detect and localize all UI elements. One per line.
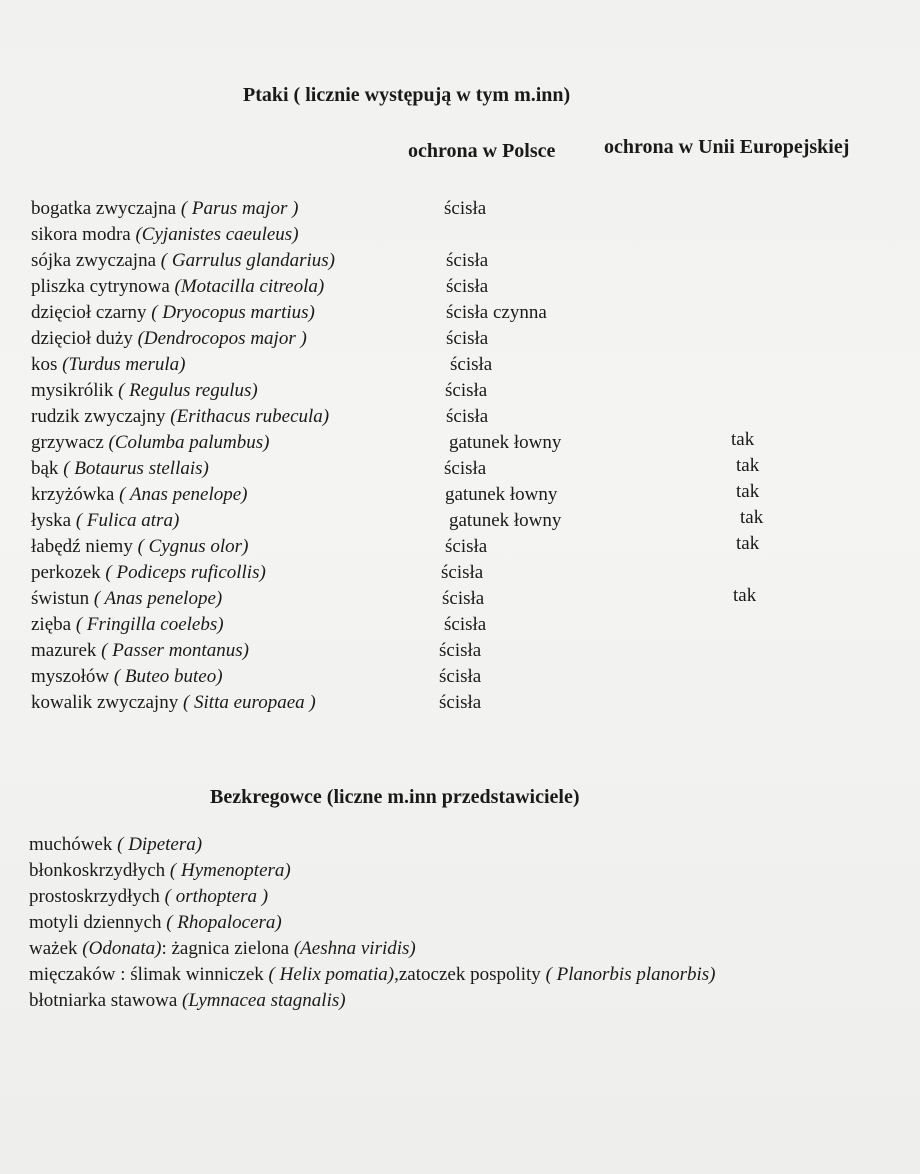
poland-protection: ścisła (446, 406, 489, 427)
poland-protection: ścisła (439, 666, 482, 687)
poland-protection: ścisła (446, 250, 489, 271)
invertebrate-item: motyli dziennych ( Rhopalocera) (29, 912, 282, 933)
poland-protection: ścisła czynna (446, 302, 547, 323)
eu-protection: tak (733, 585, 757, 606)
bird-name: dzięcioł duży (Dendrocopos major ) (31, 328, 307, 349)
bird-row (31, 586, 911, 612)
bird-name: sójka zwyczajna ( Garrulus glandarius) (31, 250, 335, 271)
poland-protection: gatunek łowny (449, 432, 562, 453)
poland-protection: ścisła (446, 328, 489, 349)
bird-name: zięba ( Fringilla coelebs) (31, 614, 224, 635)
invertebrate-item: ważek (Odonata): żagnica zielona (Aeshna viridis) (29, 938, 416, 959)
invertebrate-item: prostoskrzydłych ( orthoptera ) (29, 886, 269, 907)
poland-protection: ścisła (444, 458, 487, 479)
bird-row (31, 508, 911, 534)
birds-table (31, 196, 911, 716)
bird-row (31, 612, 911, 638)
bird-row (31, 404, 911, 430)
bird-row (31, 456, 911, 482)
poland-protection: ścisła (444, 614, 487, 635)
bird-row (31, 430, 911, 456)
birds-section-title: Ptaki ( licznie występują w tym m.inn) (243, 84, 571, 106)
eu-protection: tak (736, 481, 760, 502)
bird-name: krzyżówka ( Anas penelope) (31, 484, 248, 505)
bird-name: myszołów ( Buteo buteo) (31, 666, 223, 687)
poland-protection: ścisła (439, 640, 482, 661)
eu-protection: tak (740, 507, 764, 528)
bird-name: mysikrólik ( Regulus regulus) (31, 380, 258, 401)
poland-protection: ścisła (445, 380, 488, 401)
bird-name: łyska ( Fulica atra) (31, 510, 180, 531)
bird-row (31, 664, 911, 690)
bird-name: kowalik zwyczajny ( Sitta europaea ) (31, 692, 316, 713)
poland-protection: ścisła (445, 536, 488, 557)
bird-row (31, 326, 911, 352)
bird-name: bogatka zwyczajna ( Parus major ) (31, 198, 299, 219)
bird-row (31, 560, 911, 586)
bird-row (31, 222, 911, 248)
bird-name: bąk ( Botaurus stellais) (31, 458, 209, 479)
bird-row (31, 196, 911, 222)
bird-row (31, 690, 911, 716)
poland-protection: gatunek łowny (445, 484, 558, 505)
invertebrates-list (29, 832, 716, 1014)
bird-name: grzywacz (Columba palumbus) (31, 432, 270, 453)
bird-row (31, 378, 911, 404)
bird-name: kos (Turdus merula) (31, 354, 186, 375)
bird-name: pliszka cytrynowa (Motacilla citreola) (31, 276, 325, 297)
bird-name: perkozek ( Podiceps ruficollis) (31, 562, 266, 583)
bird-name: sikora modra (Cyjanistes caeuleus) (31, 224, 299, 245)
bird-row (31, 482, 911, 508)
bird-name: rudzik zwyczajny (Erithacus rubecula) (31, 406, 330, 427)
bird-name: mazurek ( Passer montanus) (31, 640, 249, 661)
eu-protection: tak (731, 429, 755, 450)
poland-protection: ścisła (439, 692, 482, 713)
poland-protection: gatunek łowny (449, 510, 562, 531)
invertebrate-item: muchówek ( Dipetera) (29, 834, 203, 855)
invertebrate-item: błonkoskrzydłych ( Hymenoptera) (29, 860, 291, 881)
poland-protection: ścisła (442, 588, 485, 609)
invertebrate-item: mięczaków : ślimak winniczek ( Helix pomatia),zatoczek pospolity ( Planorbis planorbis) (29, 964, 716, 985)
poland-protection: ścisła (446, 276, 489, 297)
eu-protection: tak (736, 455, 760, 476)
poland-protection: ścisła (441, 562, 484, 583)
bird-row (31, 248, 911, 274)
bird-name: świstun ( Anas penelope) (31, 588, 223, 609)
poland-protection: ścisła (450, 354, 493, 375)
column-header-poland: ochrona w Polsce (408, 140, 556, 162)
bird-row (31, 638, 911, 664)
bird-row (31, 534, 911, 560)
invertebrates-section-title: Bezkregowce (liczne m.inn przedstawiciele) (210, 786, 580, 808)
eu-protection: tak (736, 533, 760, 554)
bird-name: dzięcioł czarny ( Dryocopus martius) (31, 302, 315, 323)
bird-name: łabędź niemy ( Cygnus olor) (31, 536, 249, 557)
invertebrate-item: błotniarka stawowa (Lymnacea stagnalis) (29, 990, 346, 1011)
column-header-eu: ochrona w Unii Europejskiej (604, 136, 850, 158)
bird-row (31, 352, 911, 378)
bird-row (31, 300, 911, 326)
poland-protection: ścisła (444, 198, 487, 219)
bird-row (31, 274, 911, 300)
